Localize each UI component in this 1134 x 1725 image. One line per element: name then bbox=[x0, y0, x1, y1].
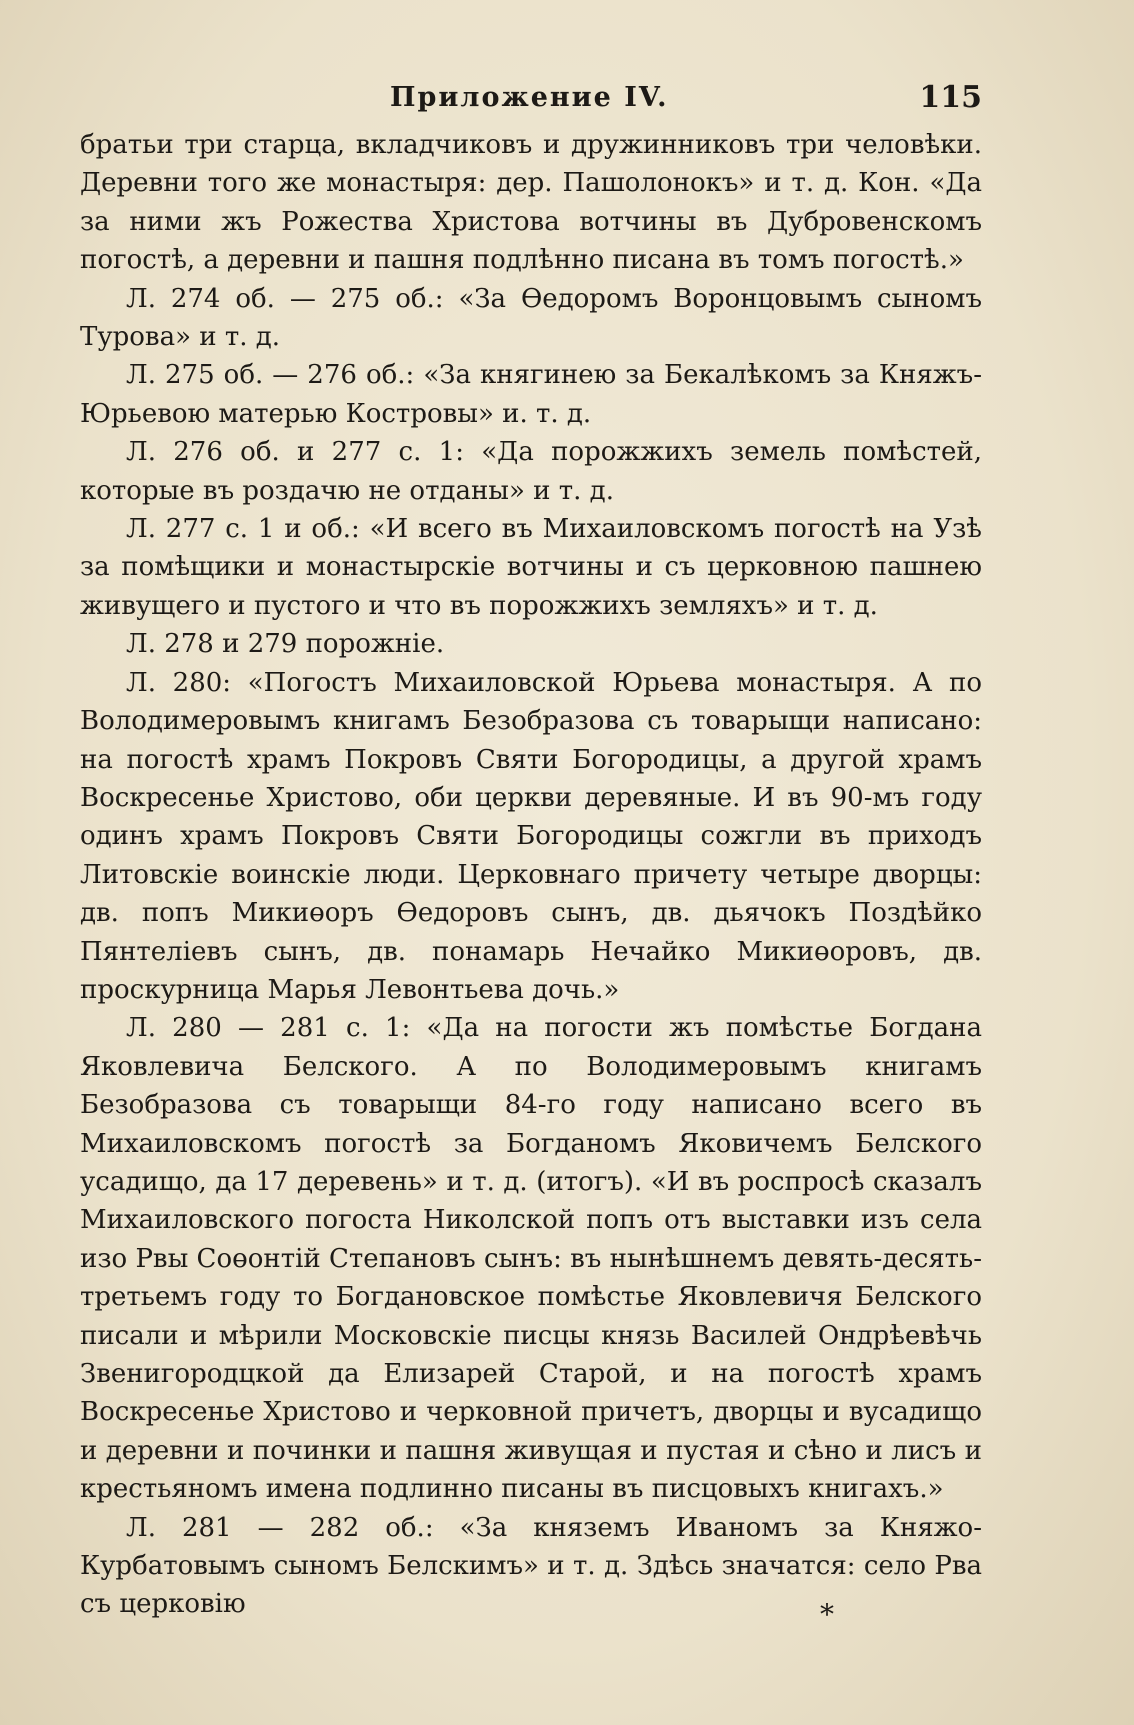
paragraph-4: Л. 276 об. и 277 с. 1: «Да порожжихъ земель помѣстей, которые въ роздачю не отданы» и т. д. bbox=[80, 437, 982, 506]
page-number: 115 bbox=[919, 80, 982, 115]
paragraph-7: Л. 280: «Погостъ Михаиловской Юрьева монастыря. А по Володимеровымъ книгамъ Безобразова съ товарыщи написано: на погостѣ храмъ Покровъ Святи Богородицы, а другой храмъ Воскресенье Христово, оби церкви деревяные. И въ 90-мъ году одинъ храмъ Покровъ Святи Богородицы сожгли въ приходъ Литовскіе воинскіе люди. Церковнаго причету четыре дворцы: дв. попъ Микиөоръ Өедоровъ сынъ, дв. дьячокъ Поздѣйко Пянтеліевъ сынъ, дв. понамарь Нечайко Микиөоровъ, дв. проскурница Марья Левонтьева дочь.» bbox=[80, 667, 982, 1005]
paragraph-9: Л. 281 — 282 об.: «За княземъ Иваномъ за Княжо-Курбатовымъ сыномъ Белскимъ» и т. д. Здѣсь значатся: село Рва съ церковію bbox=[80, 1512, 982, 1620]
paragraph-3: Л. 275 об. — 276 об.: «За княгинею за Бекалѣкомъ за Княжъ-Юрьевою матерью Костровы» и. т. д. bbox=[80, 360, 982, 429]
paragraph-1: братьи три старца, вкладчиковъ и дружинниковъ три человѣки. Деревни того же монастыря: дер. Пашолонокъ» и т. д. Кон. «Да за ними жъ Рожества Христова вотчины въ Дубровенскомъ погостѣ, а деревни и пашня подлѣнно писана въ томъ погостѣ.» bbox=[80, 130, 982, 276]
paragraph-2: Л. 274 об. — 275 об.: «За Өедоромъ Воронцовымъ сыномъ Турова» и т. д. bbox=[80, 283, 982, 353]
signature-mark: * bbox=[820, 1598, 834, 1631]
body-text bbox=[80, 126, 982, 1624]
paragraph-5: Л. 277 с. 1 и об.: «И всего въ Михаиловскомъ погостѣ на Узѣ за помѣщики и монастырскіе вотчины и съ церковною пашнею живущего и пустого и что въ порожжихъ земляхъ» и т. д. bbox=[80, 514, 982, 621]
paragraph-6: Л. 278 и 279 порожніе. bbox=[126, 629, 445, 660]
paragraph-8: Л. 280 — 281 с. 1: «Да на погости жъ помѣстье Богдана Яковлевича Белского. А по Володимеровымъ книгамъ Безобразова съ товарыщи 84-го году написано всего въ Михаиловскомъ погостѣ за Богданомъ Яковичемъ Белского усадищо, да 17 деревень» и т. д. (итогъ). «И въ роспросѣ сказалъ Михаиловского погоста Николской попъ отъ выставки изъ села изо Рвы Соөонтій Степановъ сынъ: въ нынѣшнемъ девять-десять-третьемъ году то Богдановское помѣстье Яковлевичя Белского писали и мѣрили Московскіе писцы князь Василей Ондрѣевѣчь Звенигородцкой да Елизарей Старой, и на погостѣ храмъ Воскресенье Христово и черковной причетъ, дворцы и вусадищо и деревни и починки и пашня живущая и пустая и сѣно и лисъ и крестьяномъ имена подлинно писаны въ писцовыхъ книгахъ.» bbox=[80, 1013, 982, 1505]
running-head: Приложение IV. bbox=[390, 82, 669, 113]
page-header bbox=[80, 80, 982, 124]
